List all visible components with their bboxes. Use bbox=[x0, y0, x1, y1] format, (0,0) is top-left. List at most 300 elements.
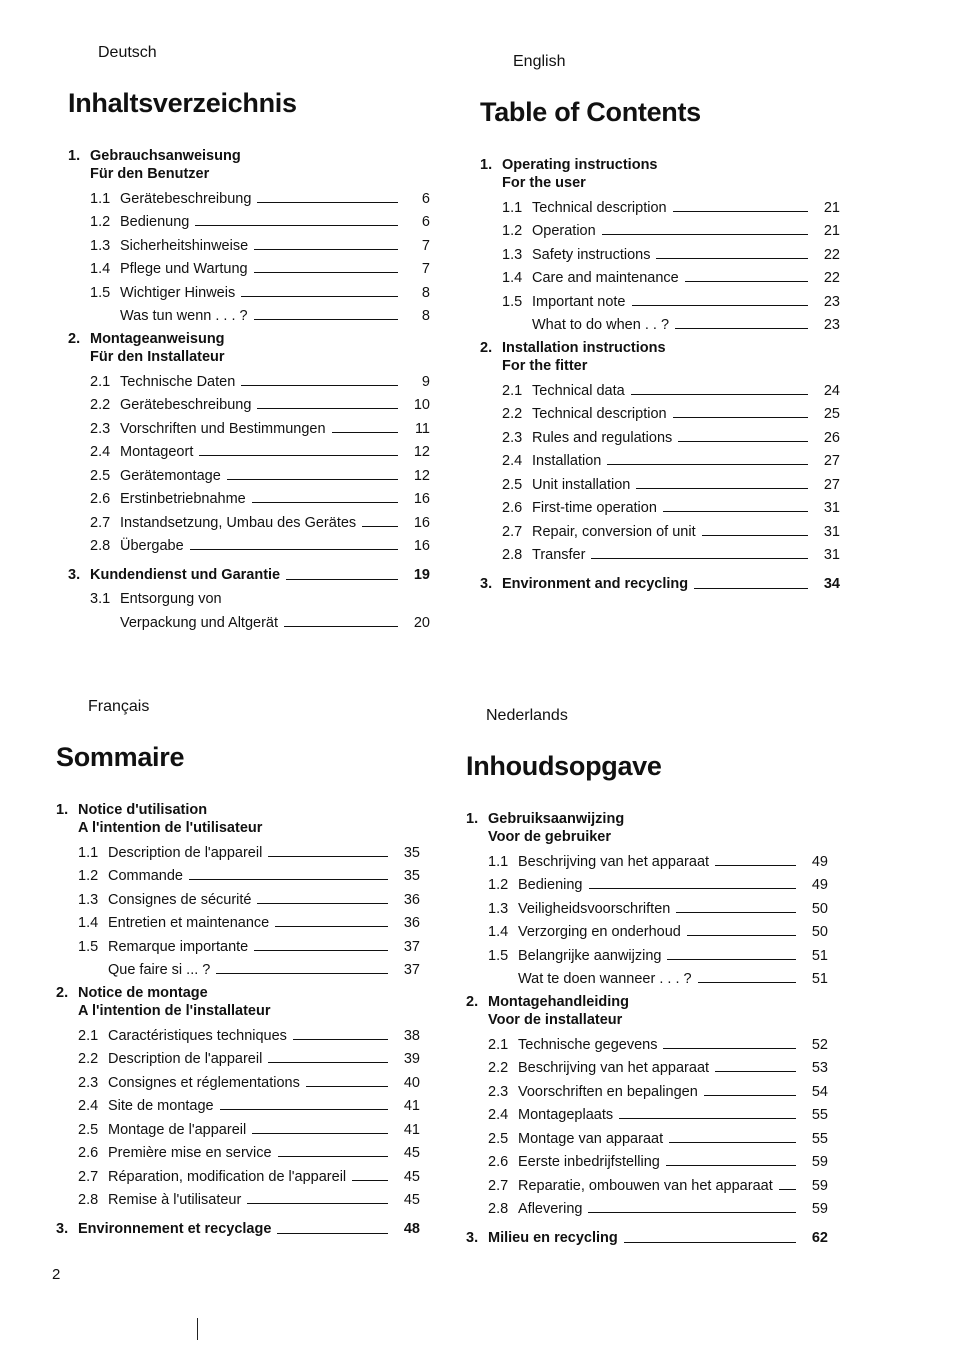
section-number: 2. bbox=[466, 994, 479, 1010]
entry-page: 21 bbox=[823, 199, 840, 216]
toc-entry bbox=[488, 964, 828, 988]
section-number: 1. bbox=[480, 157, 493, 173]
entry-page: 31 bbox=[823, 500, 840, 516]
section-heading bbox=[480, 339, 840, 357]
toc-entry-continued bbox=[90, 607, 430, 631]
entry-page: 16 bbox=[413, 538, 430, 554]
leader-line bbox=[284, 626, 398, 627]
leader-line bbox=[220, 1109, 388, 1110]
section-title: Kundendienst und Garantie bbox=[90, 566, 281, 583]
toc-section bbox=[466, 1223, 828, 1247]
toc-entry bbox=[90, 277, 430, 301]
section-title: Montageanweisung bbox=[90, 331, 225, 347]
leader-line bbox=[352, 1180, 388, 1181]
leader-line bbox=[362, 526, 398, 527]
toc-entry bbox=[488, 917, 828, 941]
leader-line bbox=[589, 888, 797, 889]
entry-label: Safety instructions bbox=[532, 246, 651, 263]
toc-entry bbox=[502, 540, 840, 564]
section-number: 3. bbox=[68, 566, 81, 583]
toc-section bbox=[68, 560, 430, 631]
toc-entry bbox=[488, 1029, 828, 1053]
leader-line bbox=[588, 1212, 796, 1213]
section-heading bbox=[56, 801, 420, 819]
entry-page: 37 bbox=[403, 962, 420, 978]
toc-section bbox=[56, 984, 420, 1208]
entry-page: 12 bbox=[413, 467, 430, 484]
section-number: 1. bbox=[56, 802, 69, 818]
entry-label: Verzorging en onderhoud bbox=[518, 924, 681, 940]
leader-line bbox=[241, 296, 398, 297]
entry-number: 2.3 bbox=[90, 420, 111, 437]
leader-line bbox=[663, 511, 808, 512]
toc-section bbox=[466, 810, 828, 987]
toc-entry bbox=[90, 460, 430, 484]
entry-label: Was tun wenn . . . ? bbox=[120, 308, 248, 324]
entry-label: Première mise en service bbox=[108, 1145, 272, 1161]
entry-number: 1.5 bbox=[488, 947, 509, 964]
section-number: 3. bbox=[480, 575, 493, 592]
toc-entry bbox=[488, 870, 828, 894]
leader-line bbox=[591, 558, 808, 559]
entry-number: 1.1 bbox=[90, 190, 111, 207]
entry-page: 59 bbox=[811, 1154, 828, 1170]
entry-page: 55 bbox=[811, 1130, 828, 1147]
entry-page: 41 bbox=[403, 1098, 420, 1114]
entry-label: Remarque importante bbox=[108, 938, 249, 955]
entry-page: 21 bbox=[823, 223, 840, 239]
entry-label: Technical description bbox=[532, 406, 667, 422]
entry-label: Technical description bbox=[532, 199, 667, 216]
toc-section bbox=[480, 339, 840, 563]
toc-entry bbox=[502, 469, 840, 493]
section-page: 19 bbox=[413, 566, 430, 583]
entry-page: 22 bbox=[823, 246, 840, 263]
entry-page: 25 bbox=[823, 406, 840, 422]
toc-entry bbox=[78, 908, 420, 932]
entry-page: 45 bbox=[403, 1192, 420, 1208]
toc-entry bbox=[502, 422, 840, 446]
entry-page: 49 bbox=[811, 877, 828, 893]
entry-label: Bedienung bbox=[120, 214, 190, 230]
leader-line bbox=[607, 464, 808, 465]
entry-number: 2.2 bbox=[488, 1060, 509, 1076]
entry-label: Beschrijving van het apparaat bbox=[518, 1060, 710, 1076]
toc-entry bbox=[488, 846, 828, 870]
entry-page: 23 bbox=[823, 317, 840, 333]
entry-number: 2.4 bbox=[90, 444, 111, 460]
entry-page: 49 bbox=[811, 853, 828, 870]
toc-entry bbox=[78, 1114, 420, 1138]
toc-entry bbox=[488, 1123, 828, 1147]
leader-line bbox=[669, 1142, 796, 1143]
toc-entry bbox=[502, 310, 840, 334]
toc-section bbox=[56, 1214, 420, 1238]
toc-entry bbox=[90, 183, 430, 207]
toc-entry bbox=[502, 239, 840, 263]
section-title: Notice de montage bbox=[78, 985, 208, 1001]
entry-page: 59 bbox=[811, 1201, 828, 1217]
language-label: Deutsch bbox=[98, 44, 157, 61]
toc-entry bbox=[90, 507, 430, 531]
section-title: Environnement et recyclage bbox=[78, 1220, 272, 1237]
leader-line bbox=[675, 328, 808, 329]
section-heading bbox=[480, 156, 840, 174]
entry-label: Aflevering bbox=[518, 1201, 583, 1217]
toc-entry bbox=[488, 1170, 828, 1194]
entry-label: Commande bbox=[108, 868, 183, 884]
toc-entry bbox=[90, 413, 430, 437]
leader-line bbox=[619, 1118, 796, 1119]
section-subtitle: A l'intention de l'installateur bbox=[78, 1003, 271, 1019]
toc-entry bbox=[90, 207, 430, 231]
leader-line bbox=[702, 535, 808, 536]
section-subtitle: Voor de installateur bbox=[488, 1012, 623, 1028]
toc-entry bbox=[502, 399, 840, 423]
entry-page: 12 bbox=[413, 444, 430, 460]
entry-label: Montageort bbox=[120, 444, 194, 460]
leader-line bbox=[254, 319, 398, 320]
leader-line bbox=[216, 973, 388, 974]
entry-page: 7 bbox=[421, 261, 430, 277]
toc-section bbox=[68, 147, 430, 324]
toc-entry bbox=[502, 516, 840, 540]
leader-line bbox=[779, 1189, 796, 1190]
entry-label: Technische Daten bbox=[120, 373, 236, 390]
entry-label: Bediening bbox=[518, 877, 583, 893]
toc-title: Table of Contents bbox=[480, 97, 701, 127]
leader-line bbox=[278, 1156, 388, 1157]
leader-line bbox=[704, 1095, 796, 1096]
toc-entry bbox=[90, 254, 430, 278]
leader-line bbox=[268, 1062, 388, 1063]
toc-entry bbox=[78, 1044, 420, 1068]
leader-line bbox=[190, 549, 398, 550]
entry-page: 36 bbox=[403, 915, 420, 931]
entry-page: 55 bbox=[811, 1107, 828, 1123]
entry-label: Gerätebeschreibung bbox=[120, 190, 252, 207]
entry-number: 2.5 bbox=[502, 476, 523, 493]
entry-label: Vorschriften und Bestimmungen bbox=[120, 420, 326, 437]
entry-label: Voorschriften en bepalingen bbox=[518, 1083, 698, 1100]
entry-label: Remise à l'utilisateur bbox=[108, 1192, 242, 1208]
entry-page: 51 bbox=[811, 947, 828, 964]
toc-title: Inhoudsopgave bbox=[466, 751, 662, 781]
entry-label: Description de l'appareil bbox=[108, 1051, 263, 1067]
entry-label: First-time operation bbox=[532, 500, 657, 516]
entry-label: What to do when . . ? bbox=[532, 317, 670, 333]
toc-section bbox=[480, 156, 840, 333]
toc-section bbox=[480, 569, 840, 593]
toc-entry bbox=[502, 286, 840, 310]
entry-label: Montageplaats bbox=[518, 1107, 614, 1123]
leader-line bbox=[306, 1086, 388, 1087]
entry-page: 10 bbox=[413, 397, 430, 413]
section-heading bbox=[68, 560, 430, 584]
leader-line bbox=[632, 305, 809, 306]
entry-number: 3.1 bbox=[90, 591, 111, 607]
entry-page: 31 bbox=[823, 523, 840, 540]
section-heading bbox=[466, 810, 828, 828]
section-heading bbox=[480, 569, 840, 593]
toc-entry bbox=[78, 837, 420, 861]
leader-line bbox=[624, 1242, 796, 1243]
leader-line bbox=[275, 926, 388, 927]
toc-entry bbox=[90, 366, 430, 390]
entry-number: 2.2 bbox=[502, 406, 523, 422]
language-label: Français bbox=[88, 698, 150, 715]
toc-entry bbox=[90, 437, 430, 461]
entry-label: Wat te doen wanneer . . . ? bbox=[518, 971, 692, 987]
leader-line bbox=[241, 385, 398, 386]
toc-english bbox=[480, 53, 840, 599]
leader-line bbox=[332, 432, 398, 433]
entry-number: 2.3 bbox=[78, 1074, 99, 1091]
leader-line bbox=[257, 202, 398, 203]
section-number: 1. bbox=[466, 811, 479, 827]
entry-page: 51 bbox=[811, 971, 828, 987]
entry-page: 8 bbox=[421, 284, 430, 301]
leader-line bbox=[277, 1233, 388, 1234]
entry-page: 16 bbox=[413, 491, 430, 507]
leader-line bbox=[694, 588, 808, 589]
entry-label: Montage de l'appareil bbox=[108, 1121, 247, 1138]
entry-number: 1.2 bbox=[488, 877, 509, 893]
leader-line bbox=[715, 1071, 796, 1072]
toc-entry bbox=[78, 1020, 420, 1044]
entry-number: 2.3 bbox=[488, 1083, 509, 1100]
toc-entry bbox=[502, 263, 840, 287]
leader-line bbox=[257, 408, 398, 409]
section-title: Milieu en recycling bbox=[488, 1229, 618, 1246]
toc-francais bbox=[56, 698, 420, 1244]
entry-number: 2.7 bbox=[488, 1177, 509, 1194]
entry-label: Technische gegevens bbox=[518, 1036, 658, 1053]
entry-label: Que faire si ... ? bbox=[108, 962, 211, 978]
section-subtitle: A l'intention de l'utilisateur bbox=[78, 820, 263, 836]
entry-label: Description de l'appareil bbox=[108, 844, 263, 861]
entry-label: Installation bbox=[532, 453, 602, 469]
margin-mark bbox=[197, 1318, 198, 1340]
entry-number: 1.4 bbox=[488, 924, 509, 940]
entry-number: 1.3 bbox=[488, 900, 509, 917]
toc-entry bbox=[502, 375, 840, 399]
leader-line bbox=[199, 455, 398, 456]
toc-title: Inhaltsverzeichnis bbox=[68, 88, 297, 118]
entry-label: Beschrijving van het apparaat bbox=[518, 853, 710, 870]
entry-label: Consignes de sécurité bbox=[108, 891, 252, 908]
language-label: English bbox=[513, 53, 566, 70]
entry-label: Operation bbox=[532, 223, 596, 239]
toc-nederlands bbox=[466, 707, 828, 1253]
entry-number: 1.2 bbox=[78, 868, 99, 884]
entry-page: 8 bbox=[421, 308, 430, 324]
section-subtitle: For the user bbox=[502, 175, 586, 191]
section-title: Notice d'utilisation bbox=[78, 802, 208, 818]
section-heading bbox=[466, 1223, 828, 1247]
toc-entry bbox=[502, 192, 840, 216]
entry-label: Reparatie, ombouwen van het apparaat bbox=[518, 1177, 773, 1194]
entry-page: 50 bbox=[811, 900, 828, 917]
leader-line bbox=[247, 1203, 388, 1204]
section-title: Gebrauchsanweisung bbox=[90, 148, 241, 164]
entry-page: 31 bbox=[823, 547, 840, 563]
entry-label: Rules and regulations bbox=[532, 429, 673, 446]
toc-entry bbox=[78, 861, 420, 885]
toc-entry bbox=[488, 1053, 828, 1077]
toc-entry bbox=[78, 1185, 420, 1209]
leader-line bbox=[189, 879, 388, 880]
section-subtitle: For the fitter bbox=[502, 358, 588, 374]
entry-page: 11 bbox=[414, 420, 430, 437]
entry-number: 2.7 bbox=[78, 1168, 99, 1185]
entry-number: 1.5 bbox=[502, 293, 523, 310]
entry-number: 2.4 bbox=[78, 1098, 99, 1114]
section-number: 2. bbox=[68, 331, 81, 347]
entry-page: 37 bbox=[403, 938, 420, 955]
entry-label: Wichtiger Hinweis bbox=[120, 284, 236, 301]
toc-entry bbox=[90, 484, 430, 508]
entry-page: 23 bbox=[823, 293, 840, 310]
toc-section bbox=[56, 801, 420, 978]
leader-line bbox=[195, 225, 398, 226]
entry-number: 2.2 bbox=[78, 1051, 99, 1067]
section-heading bbox=[56, 1214, 420, 1238]
entry-label: Gerätebeschreibung bbox=[120, 397, 252, 413]
leader-line bbox=[685, 281, 808, 282]
entry-page: 39 bbox=[403, 1051, 420, 1067]
entry-label: Sicherheitshinweise bbox=[120, 237, 249, 254]
leader-line bbox=[636, 488, 808, 489]
entry-page: 6 bbox=[421, 190, 430, 207]
leader-line bbox=[673, 417, 808, 418]
entry-number: 2.5 bbox=[78, 1121, 99, 1138]
entry-number: 1.4 bbox=[90, 261, 111, 277]
leader-line bbox=[602, 234, 808, 235]
entry-number: 2.8 bbox=[90, 538, 111, 554]
toc-entry bbox=[488, 1100, 828, 1124]
entry-label: Caractéristiques techniques bbox=[108, 1027, 287, 1044]
entry-number: 2.8 bbox=[488, 1201, 509, 1217]
entry-number: 2.1 bbox=[78, 1027, 99, 1044]
section-title: Gebruiksaanwijzing bbox=[488, 811, 625, 827]
entry-label: Belangrijke aanwijzing bbox=[518, 947, 662, 964]
entry-number: 2.6 bbox=[488, 1154, 509, 1170]
toc-entry bbox=[488, 893, 828, 917]
entry-number: 1.2 bbox=[90, 214, 111, 230]
entry-number: 1.5 bbox=[78, 938, 99, 955]
toc-title: Sommaire bbox=[56, 742, 185, 772]
entry-page: 35 bbox=[403, 844, 420, 861]
leader-line bbox=[252, 502, 398, 503]
section-title: Installation instructions bbox=[502, 340, 666, 356]
toc-section bbox=[466, 993, 828, 1217]
leader-line bbox=[663, 1048, 796, 1049]
entry-page: 26 bbox=[823, 429, 840, 446]
toc-section bbox=[68, 330, 430, 554]
entry-label: Care and maintenance bbox=[532, 270, 679, 286]
entry-page: 9 bbox=[421, 373, 430, 390]
entry-label: Veiligheidsvoorschriften bbox=[518, 900, 671, 917]
entry-number: 1.1 bbox=[502, 199, 523, 216]
entry-page: 41 bbox=[403, 1121, 420, 1138]
section-title: Environment and recycling bbox=[502, 575, 689, 592]
toc-entry bbox=[78, 955, 420, 979]
section-subtitle: Für den Installateur bbox=[90, 349, 225, 365]
section-subtitle: Voor de gebruiker bbox=[488, 829, 612, 845]
leader-line bbox=[268, 856, 388, 857]
leader-line bbox=[698, 982, 796, 983]
entry-label: Erstinbetriebnahme bbox=[120, 491, 246, 507]
leader-line bbox=[254, 272, 398, 273]
entry-page: 22 bbox=[823, 270, 840, 286]
toc-entry bbox=[90, 531, 430, 555]
leader-line bbox=[257, 903, 388, 904]
section-heading bbox=[68, 330, 430, 348]
entry-label: Übergabe bbox=[120, 538, 184, 554]
entry-page: 38 bbox=[403, 1027, 420, 1044]
entry-number: 2.7 bbox=[90, 514, 111, 531]
entry-number: 2.6 bbox=[90, 491, 111, 507]
entry-label: Gerätemontage bbox=[120, 467, 221, 484]
section-number: 2. bbox=[480, 340, 493, 356]
entry-number: 2.6 bbox=[502, 500, 523, 516]
section-page: 62 bbox=[811, 1229, 828, 1246]
language-label: Nederlands bbox=[486, 707, 568, 724]
section-title: Montagehandleiding bbox=[488, 994, 629, 1010]
section-page: 34 bbox=[823, 575, 840, 592]
entry-label: Transfer bbox=[532, 547, 586, 563]
section-number: 3. bbox=[466, 1229, 479, 1246]
entry-label: Entsorgung von bbox=[120, 591, 222, 607]
leader-line bbox=[293, 1039, 388, 1040]
entry-page: 50 bbox=[811, 924, 828, 940]
entry-number: 2.2 bbox=[90, 397, 111, 413]
entry-page: 45 bbox=[403, 1145, 420, 1161]
leader-line bbox=[678, 441, 808, 442]
section-title: Operating instructions bbox=[502, 157, 658, 173]
section-subtitle: Für den Benutzer bbox=[90, 166, 210, 182]
entry-label: Montage van apparaat bbox=[518, 1130, 664, 1147]
leader-line bbox=[687, 935, 796, 936]
entry-label: Réparation, modification de l'appareil bbox=[108, 1168, 347, 1185]
section-number: 3. bbox=[56, 1220, 69, 1237]
entry-page: 27 bbox=[823, 476, 840, 493]
toc-entry bbox=[78, 1091, 420, 1115]
leader-line bbox=[254, 950, 388, 951]
entry-label: Unit installation bbox=[532, 476, 631, 493]
entry-page: 35 bbox=[403, 868, 420, 884]
entry-number: 2.4 bbox=[502, 453, 523, 469]
entry-number: 1.4 bbox=[502, 270, 523, 286]
toc-entry bbox=[90, 230, 430, 254]
entry-number: 2.1 bbox=[502, 382, 523, 399]
entry-page: 59 bbox=[811, 1177, 828, 1194]
entry-page: 53 bbox=[811, 1060, 828, 1076]
entry-number: 1.3 bbox=[502, 246, 523, 263]
entry-number: 2.6 bbox=[78, 1145, 99, 1161]
entry-number: 1.2 bbox=[502, 223, 523, 239]
section-heading bbox=[56, 984, 420, 1002]
toc-entry bbox=[488, 1147, 828, 1171]
leader-line bbox=[227, 479, 398, 480]
entry-page: 52 bbox=[811, 1036, 828, 1053]
entry-page: 24 bbox=[823, 382, 840, 399]
entry-page: 16 bbox=[413, 514, 430, 531]
entry-page: 20 bbox=[413, 614, 430, 631]
section-page: 48 bbox=[403, 1220, 420, 1237]
toc-entry bbox=[90, 301, 430, 325]
